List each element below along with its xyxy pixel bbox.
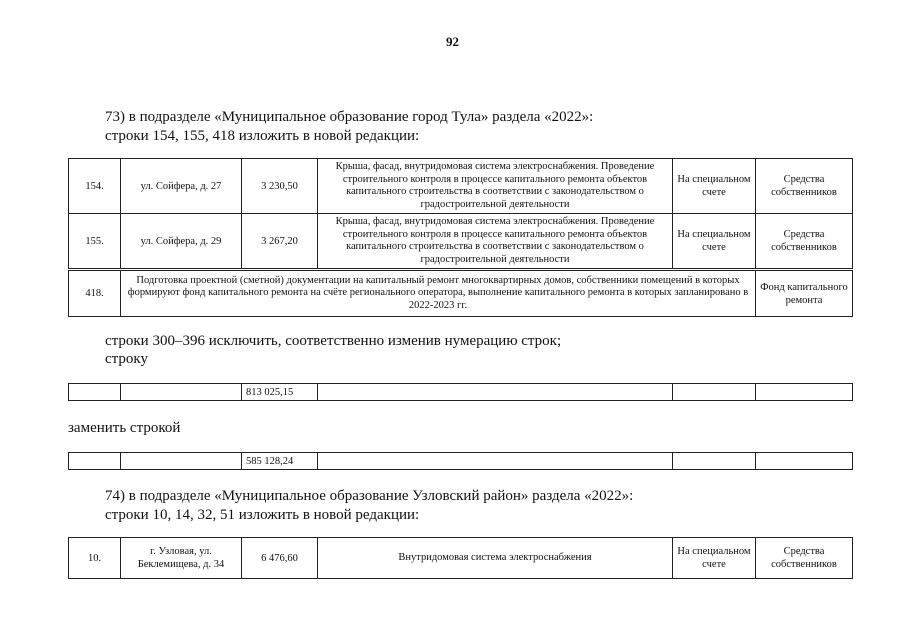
row-word: строку bbox=[105, 351, 148, 367]
row-number: 155. bbox=[69, 214, 121, 269]
table-rows-154-155 bbox=[68, 158, 853, 269]
new-total-amount: 585 128,24 bbox=[242, 453, 318, 470]
row-amount: 6 476,60 bbox=[242, 538, 318, 579]
row-source: Фонд капитального ремонта bbox=[756, 271, 853, 317]
table-row-10 bbox=[68, 537, 853, 579]
table-row bbox=[69, 538, 853, 579]
old-total-amount: 813 025,15 bbox=[242, 384, 318, 401]
table-row bbox=[69, 159, 853, 214]
row-address: г. Узловая, ул. Беклемищева, д. 34 bbox=[121, 538, 242, 579]
row-source: Средства собственников bbox=[756, 214, 853, 269]
replace-with-text: заменить строкой bbox=[68, 420, 181, 436]
table-row bbox=[69, 384, 853, 401]
page-number: 92 bbox=[446, 34, 459, 49]
section-74-heading: 74) в подразделе «Муниципальное образование Узловский район» раздела «2022»: bbox=[105, 488, 634, 504]
table-row-418 bbox=[68, 270, 853, 317]
row-number: 10. bbox=[69, 538, 121, 579]
section-74-instruction: строки 10, 14, 32, 51 изложить в новой редакции: bbox=[105, 507, 420, 523]
table-old-total bbox=[68, 383, 853, 401]
row-work: Крыша, фасад, внутридомовая система электроснабжения. Проведение строительного контроля в процессе капитального ремонта объектов капитального строительства в соответствии с законодательством о градостроительной деятельности bbox=[318, 159, 673, 214]
row-amount: 3 230,50 bbox=[242, 159, 318, 214]
row-source: Средства собственников bbox=[756, 159, 853, 214]
row-work: Внутридомовая система электроснабжения bbox=[318, 538, 673, 579]
row-amount: 3 267,20 bbox=[242, 214, 318, 269]
row-account: На специальном счете bbox=[673, 538, 756, 579]
row-address: ул. Сойфера, д. 27 bbox=[121, 159, 242, 214]
section-73-instruction: строки 154, 155, 418 изложить в новой редакции: bbox=[105, 128, 420, 144]
row-work: Крыша, фасад, внутридомовая система электроснабжения. Проведение строительного контроля в процессе капитального ремонта объектов капитального строительства в соответствии с законодательством о градостроительной деятельности bbox=[318, 214, 673, 269]
exclude-rows-text: строки 300–396 исключить, соответственно изменив нумерацию строк; bbox=[105, 333, 562, 349]
table-new-total bbox=[68, 452, 853, 470]
row-number: 418. bbox=[69, 271, 121, 317]
row-account: На специальном счете bbox=[673, 214, 756, 269]
table-row bbox=[69, 214, 853, 269]
row-address: ул. Сойфера, д. 29 bbox=[121, 214, 242, 269]
row-work: Подготовка проектной (сметной) документации на капитальный ремонт многоквартирных домов, собственники помещений в которых формируют фонд капитального ремонта на счёте регионального оператора, выполнение капитального ремонта в которых запланировано в 2022-2023 гг. bbox=[121, 271, 756, 317]
table-row bbox=[69, 453, 853, 470]
row-account: На специальном счете bbox=[673, 159, 756, 214]
row-source: Средства собственников bbox=[756, 538, 853, 579]
row-number: 154. bbox=[69, 159, 121, 214]
section-73-heading: 73) в подразделе «Муниципальное образование город Тула» раздела «2022»: bbox=[105, 109, 594, 125]
table-row bbox=[69, 271, 853, 317]
